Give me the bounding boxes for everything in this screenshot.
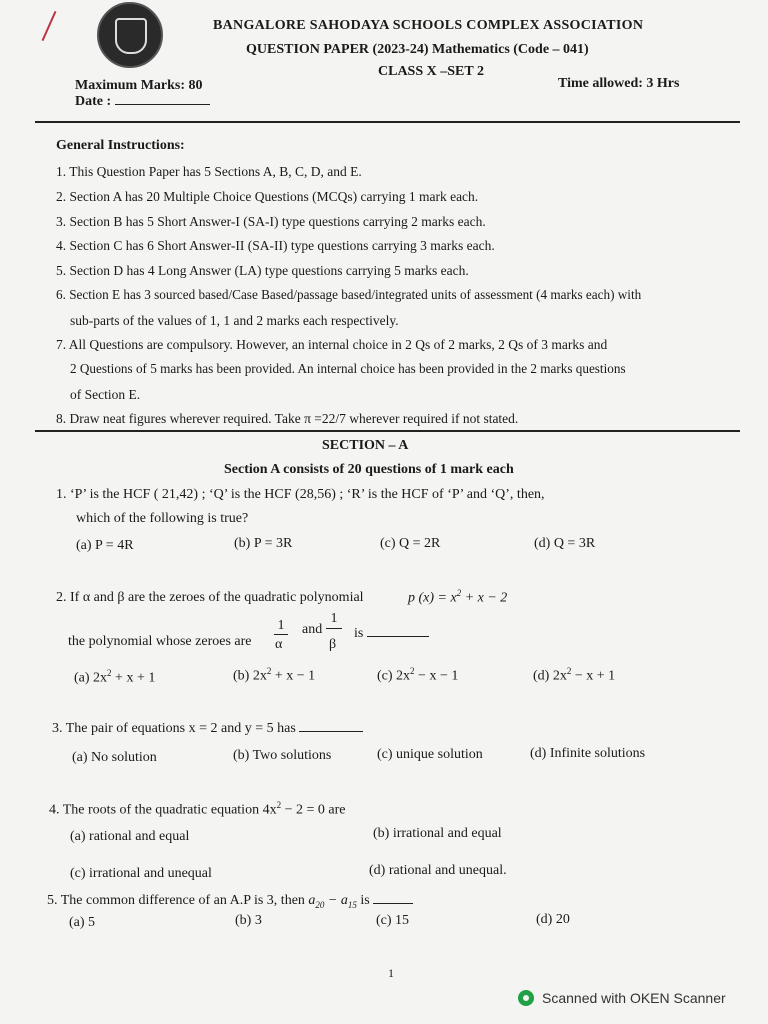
option-a: (a) P = 4R (76, 538, 134, 553)
scanner-watermark (518, 990, 726, 1006)
section-divider (35, 430, 740, 432)
option-a: (a) rational and equal (70, 829, 190, 844)
option-b: (b) $2x^2 + x - 1$ (233, 666, 316, 684)
option-c: (c) unique solution (377, 747, 483, 762)
question-5-stem: 5. The common difference of an A.P is 3, then $a_{20} - a_{15}$ is (47, 893, 413, 910)
date-field (75, 94, 210, 110)
option-b: (b) P = 3R (234, 536, 293, 551)
option-d: (d) rational and unequal. (369, 863, 507, 878)
date-label: Date : (75, 94, 112, 109)
question-2-line2: the polynomial whose zeroes are (68, 634, 252, 649)
option-a: (a) $2x^2 + x + 1$ (74, 668, 156, 686)
scanner-label: Scanned with OKEN Scanner (542, 990, 726, 1006)
question-4-stem: 4. The roots of the quadratic equation $4x^2 - 2 = 0$ are (49, 800, 346, 818)
option-c: (c) Q = 2R (380, 536, 441, 551)
fraction-denominator: β (329, 637, 337, 652)
scanner-logo-icon (518, 990, 534, 1006)
option-d: (d) Infinite solutions (530, 746, 646, 761)
option-d: (d) 20 (536, 912, 570, 927)
question-1-stem-line2: which of the following is true? (76, 511, 249, 526)
instruction-item: 3. Section B has 5 Short Answer-I (SA-I) type questions carrying 2 marks each. (56, 214, 486, 229)
fraction-numerator: 1 (277, 618, 285, 633)
question-2-stem: 2. If α and β are the zeroes of the quadratic polynomial (56, 590, 364, 605)
is-word: is (354, 626, 429, 642)
pen-mark (42, 11, 57, 41)
instruction-item: 2. Section A has 20 Multiple Choice Questions (MCQs) carrying 1 mark each. (56, 189, 479, 204)
option-b: (b) Two solutions (233, 748, 332, 763)
instruction-item: 8. Draw neat figures wherever required. Take π =22/7 wherever required if not stated. (56, 411, 519, 426)
option-b: (b) 3 (235, 913, 262, 928)
fraction-bar (274, 634, 288, 635)
question-1-stem: 1. ‘P’ is the HCF ( 21,42) ; ‘Q’ is the HCF (28,56) ; ‘R’ is the HCF of ‘P’ and ‘Q’, then, (56, 487, 545, 502)
association-title: BANGALORE SAHODAYA SCHOOLS COMPLEX ASSOCIATION (213, 18, 644, 33)
instruction-item: 6. Section E has 3 sourced based/Case Based/passage based/integrated units of assessment (4 marks each) with (56, 287, 642, 302)
instruction-item: sub-parts of the values of 1, 1 and 2 marks each respectively. (70, 313, 399, 328)
option-d: (d) $2x^2 - x + 1$ (533, 666, 616, 684)
fraction-numerator: 1 (330, 611, 338, 626)
instructions-heading: General Instructions: (56, 138, 185, 153)
option-b: (b) irrational and equal (373, 826, 502, 841)
school-logo-icon (97, 2, 163, 68)
option-c: (c) irrational and unequal (70, 866, 212, 881)
instruction-item: 5. Section D has 4 Long Answer (LA) type questions carrying 5 marks each. (56, 263, 469, 278)
instruction-item: 7. All Questions are compulsory. However, an internal choice in 2 Qs of 2 marks, 2 Qs of 3 marks and (56, 337, 608, 352)
page-number: 1 (388, 966, 394, 980)
option-c: (c) $2x^2 - x - 1$ (377, 666, 459, 684)
and-word: and (302, 622, 323, 637)
instruction-item: 2 Questions of 5 marks has been provided. An internal choice has been provided in the 2 marks questions (70, 361, 626, 376)
instruction-item: 1. This Question Paper has 5 Sections A, B, C, D, and E. (56, 164, 362, 179)
section-subtitle: Section A consists of 20 questions of 1 mark each (224, 462, 514, 477)
instruction-item: 4. Section C has 6 Short Answer-II (SA-II) type questions carrying 3 marks each. (56, 238, 495, 253)
max-marks: Maximum Marks: 80 (75, 78, 203, 93)
fraction-denominator: α (275, 637, 283, 652)
question-3-stem: 3. The pair of equations x = 2 and y = 5 has (52, 721, 363, 737)
option-d: (d) Q = 3R (534, 536, 596, 551)
instruction-item: of Section E. (70, 387, 141, 402)
option-a: (a) 5 (69, 915, 96, 930)
fraction-bar (326, 628, 342, 629)
paper-title: QUESTION PAPER (2023-24) Mathematics (Code – 041) (246, 42, 589, 57)
time-allowed: Time allowed: 3 Hrs (558, 76, 680, 91)
section-title: SECTION – A (322, 438, 409, 453)
option-c: (c) 15 (376, 913, 410, 928)
header-divider (35, 121, 740, 123)
option-a: (a) No solution (72, 750, 157, 765)
class-title: CLASS X –SET 2 (378, 64, 484, 79)
polynomial-expression: p $(x) = x^2 + x - 2$ (408, 588, 508, 606)
